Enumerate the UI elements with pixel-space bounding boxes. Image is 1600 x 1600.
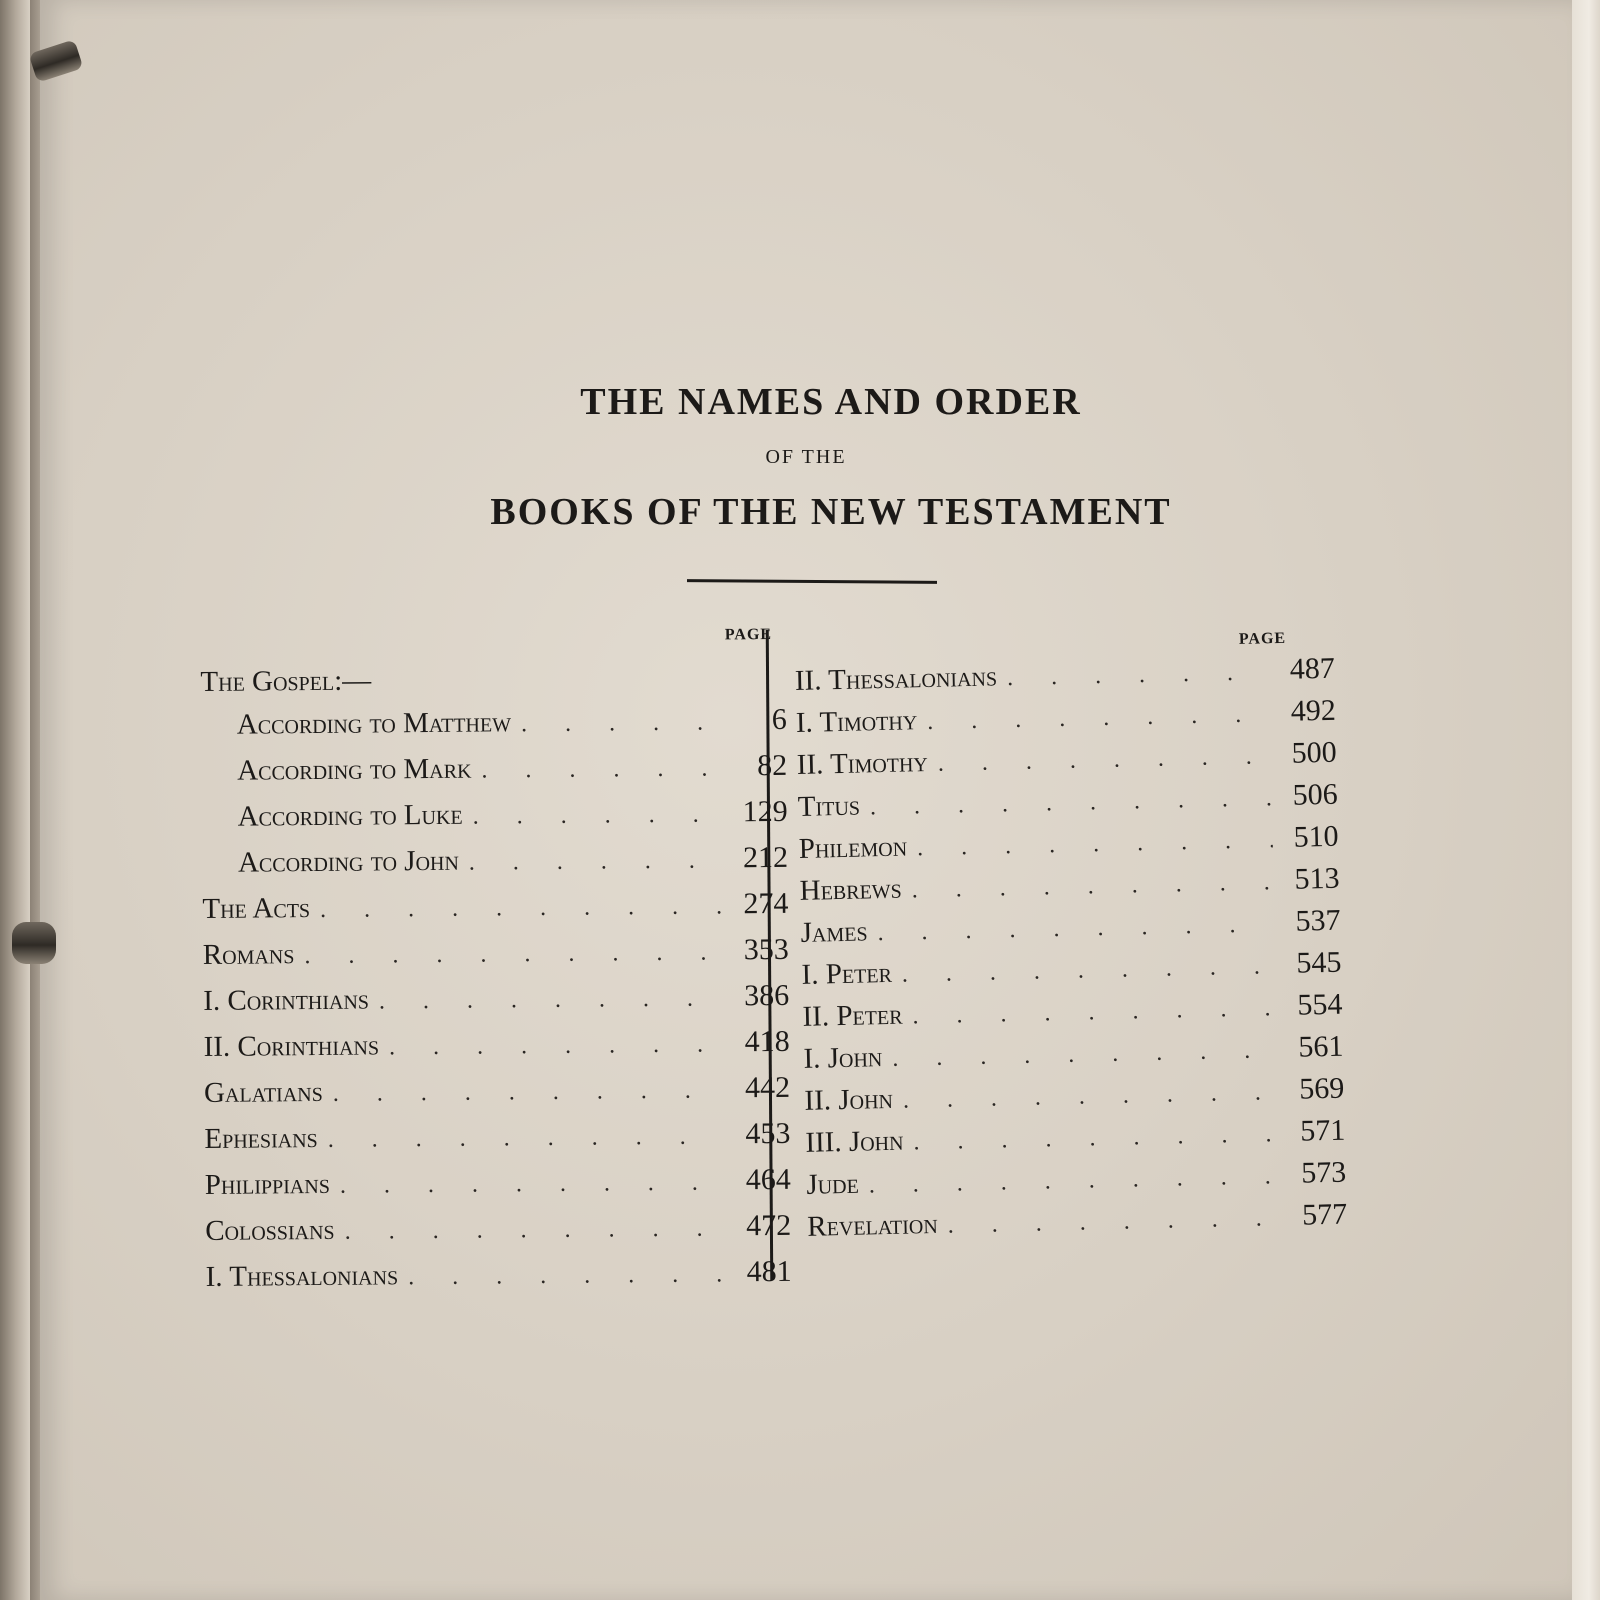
book-name: Jude	[806, 1167, 860, 1201]
heading-title: THE NAMES AND ORDER	[580, 381, 1082, 423]
book-name: According to Matthew	[236, 706, 512, 741]
page-number: 472	[746, 1208, 792, 1243]
page-number: 506	[1292, 777, 1339, 812]
dot-leader	[389, 1021, 724, 1070]
dot-leader	[379, 975, 724, 1024]
page-number: 464	[745, 1162, 791, 1197]
page-number: 537	[1295, 903, 1341, 938]
page-number: 510	[1293, 819, 1339, 854]
toc-left-column	[200, 625, 796, 1300]
page-column-header: PAGE	[724, 626, 773, 644]
book-name: III. John	[805, 1124, 904, 1159]
page-number: 573	[1300, 1155, 1347, 1190]
page-number: 442	[744, 1070, 791, 1105]
page-number: 6	[771, 702, 787, 737]
toc-entry	[203, 973, 793, 1024]
toc-entry	[203, 927, 793, 978]
heading-rule	[687, 579, 937, 584]
book-name: Revelation	[806, 1207, 939, 1243]
toc-right-column	[794, 628, 1358, 1248]
page-number: 129	[742, 794, 788, 829]
book-name: Hebrews	[799, 872, 903, 907]
heading-connector: OF THE	[765, 446, 847, 468]
book-name: Galatians	[203, 1075, 323, 1109]
binding-gap	[30, 0, 40, 1600]
dot-leader	[320, 883, 723, 933]
page-column-header: PAGE	[1238, 629, 1287, 648]
toc-entry	[204, 1111, 794, 1162]
book-name: Philemon	[798, 830, 908, 865]
book-name: II. Thessalonians	[794, 660, 998, 697]
book-name: II. Corinthians	[203, 1029, 380, 1063]
book-name: Romans	[202, 938, 295, 971]
heading-subtitle: BOOKS OF THE NEW TESTAMENT	[490, 491, 1172, 533]
dot-leader	[333, 1067, 725, 1116]
page-number: 569	[1298, 1071, 1345, 1106]
toc-entry	[202, 881, 792, 932]
toc-entry	[203, 1019, 793, 1070]
page-number: 453	[745, 1116, 791, 1151]
toc-entry	[204, 1065, 794, 1116]
toc-entry	[205, 1249, 795, 1300]
book-name: According to Mark	[237, 752, 472, 787]
book-name: II. Peter	[802, 998, 903, 1033]
book-name: According to John	[237, 844, 459, 879]
book-name: According to Luke	[237, 798, 463, 833]
book-name: I. Thessalonians	[205, 1259, 399, 1293]
book-name: Colossians	[205, 1213, 335, 1247]
book-name: II. John	[804, 1082, 894, 1117]
dot-leader	[469, 837, 723, 885]
book-name: Titus	[797, 789, 861, 823]
dot-leader	[472, 791, 721, 839]
page-number: 386	[744, 978, 790, 1013]
page-number: 492	[1290, 693, 1337, 728]
dot-leader	[340, 1159, 725, 1208]
book-name: The Acts	[202, 892, 311, 925]
book-name: Ephesians	[204, 1121, 318, 1155]
dot-leader	[344, 1205, 725, 1254]
dot-leader	[481, 745, 721, 793]
page-number: 212	[742, 840, 789, 875]
page-number: 561	[1297, 1029, 1344, 1064]
section-name: The Gospel:—	[200, 664, 372, 698]
dot-leader	[408, 1251, 726, 1300]
book-name: I. Peter	[801, 956, 893, 991]
toc-entry	[201, 789, 791, 840]
dot-leader	[521, 699, 721, 747]
page-number: 577	[1301, 1197, 1348, 1232]
page-number: 513	[1294, 861, 1340, 896]
page-number: 554	[1297, 987, 1343, 1022]
book-name: I. Timothy	[795, 704, 918, 739]
toc-entry	[202, 835, 792, 886]
page-number: 500	[1291, 735, 1338, 770]
book-name: II. Timothy	[796, 745, 929, 781]
next-page-edge	[1572, 0, 1600, 1600]
dot-leader	[304, 929, 723, 979]
toc-entry	[205, 1203, 795, 1254]
toc-entry	[201, 743, 791, 794]
dot-leader	[328, 1113, 725, 1162]
page-number: 82	[757, 748, 788, 783]
book-page	[40, 0, 1572, 1600]
toc-section-title	[200, 657, 790, 702]
page-number: 481	[746, 1254, 792, 1289]
binder-ring	[12, 922, 56, 964]
dot-leader	[947, 1197, 1281, 1247]
page-number: 418	[744, 1024, 790, 1059]
toc-entry	[205, 1157, 795, 1208]
page-number: 274	[743, 886, 789, 921]
book-name: Philippians	[204, 1167, 331, 1201]
dot-leader	[1007, 651, 1270, 699]
page-number: 487	[1289, 651, 1336, 686]
book-name: I. Corinthians	[203, 983, 370, 1017]
page-number: 571	[1299, 1113, 1346, 1148]
page-number: 545	[1296, 945, 1342, 980]
book-name: I. John	[803, 1041, 883, 1075]
page-number: 353	[743, 932, 789, 967]
toc-entry	[201, 697, 791, 748]
book-name: James	[800, 915, 868, 949]
